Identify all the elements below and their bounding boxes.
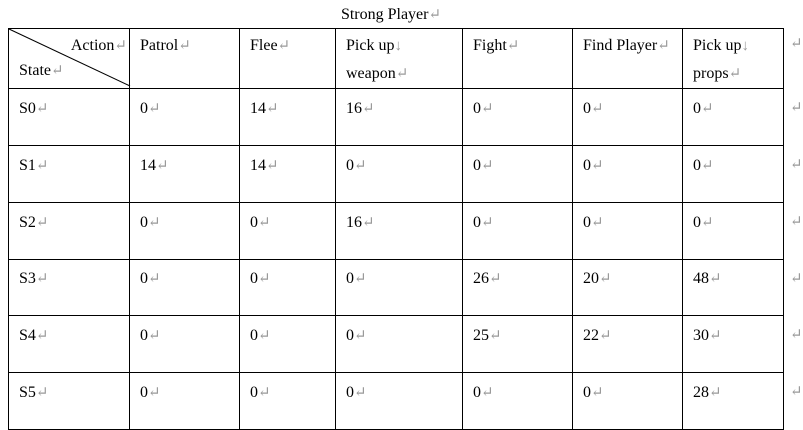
value-cell [463, 373, 573, 430]
cell-value: 0 [346, 157, 354, 174]
column-header [130, 29, 240, 89]
table-row [9, 146, 784, 203]
table-row [9, 316, 784, 373]
cell-value: 0 [583, 100, 591, 117]
paragraph-mark: ↵ [35, 215, 49, 231]
cell-value: 30 [693, 327, 709, 344]
state-label: S2 [19, 214, 36, 231]
paragraph-mark: ↵ [428, 7, 442, 23]
paragraph-mark: ↵ [35, 271, 49, 287]
value-cell [683, 146, 784, 203]
column-header [573, 29, 683, 89]
strong-player-table [8, 28, 784, 430]
value-cell [683, 316, 784, 373]
paragraph-mark: ↵ [481, 158, 494, 174]
cell-value: 0 [583, 157, 591, 174]
cell-value: 14 [140, 157, 156, 174]
paragraph-mark: ↵ [354, 158, 367, 174]
row-end-mark: ↵ [790, 100, 803, 116]
row-end-mark: ↵ [790, 327, 803, 343]
cell-value: 0 [473, 157, 481, 174]
state-axis-label: State↵ [19, 62, 64, 79]
paragraph-mark: ↵ [489, 271, 502, 287]
paragraph-mark: ↵ [591, 215, 604, 231]
cell-value: 0 [250, 214, 258, 231]
value-cell [573, 146, 683, 203]
value-cell [130, 203, 240, 260]
paragraph-mark: ↵ [156, 158, 169, 174]
value-cell [573, 373, 683, 430]
row-end-mark: ↵ [790, 157, 803, 173]
state-label: S1 [19, 157, 36, 174]
row-end-mark: ↵ [790, 384, 803, 400]
cell-value: 16 [346, 214, 362, 231]
paragraph-mark: ↵ [709, 385, 722, 401]
paragraph-mark: ↵ [481, 215, 494, 231]
cell-value: 25 [473, 327, 489, 344]
state-cell [9, 316, 130, 373]
cell-value: 0 [473, 384, 481, 401]
cell-value: 20 [583, 270, 599, 287]
row-end-mark: ↵ [790, 214, 803, 230]
column-header [683, 29, 784, 89]
cell-value: 0 [693, 214, 701, 231]
paragraph-mark: ↵ [591, 385, 604, 401]
paragraph-mark: ↵ [258, 215, 271, 231]
value-cell [573, 316, 683, 373]
value-cell [240, 89, 336, 146]
value-cell [336, 146, 463, 203]
state-cell [9, 146, 130, 203]
value-cell [463, 316, 573, 373]
cell-value: 16 [346, 100, 362, 117]
paragraph-mark: ↵ [657, 38, 670, 54]
column-header-label: Flee [250, 37, 278, 54]
paragraph-mark: ↵ [506, 38, 520, 54]
paragraph-mark: ↵ [709, 328, 722, 344]
state-label: S5 [19, 384, 36, 401]
state-label: S0 [19, 100, 36, 117]
cell-value: 0 [140, 100, 148, 117]
value-cell [240, 316, 336, 373]
cell-value: 26 [473, 270, 489, 287]
paragraph-mark: ↵ [599, 328, 612, 344]
state-cell [9, 260, 130, 316]
paragraph-mark: ↵ [277, 38, 291, 54]
state-cell [9, 203, 130, 260]
paragraph-mark: ↵ [258, 271, 271, 287]
line-break-mark: ↓ [394, 38, 402, 54]
paragraph-mark: ↵ [354, 328, 367, 344]
paragraph-mark: ↵ [701, 158, 714, 174]
cell-value: 0 [346, 327, 354, 344]
value-cell [573, 203, 683, 260]
value-cell [130, 373, 240, 430]
value-cell [683, 373, 784, 430]
value-cell [336, 89, 463, 146]
column-header-label: Fight [473, 37, 507, 54]
value-cell [130, 146, 240, 203]
row-end-mark: ↵ [790, 36, 803, 52]
state-label: S3 [19, 270, 36, 287]
state-cell [9, 89, 130, 146]
value-cell [240, 146, 336, 203]
line-break-mark: ↓ [741, 38, 749, 54]
cell-value: 0 [473, 214, 481, 231]
table-row [9, 203, 784, 260]
paragraph-mark: ↵ [35, 101, 49, 117]
column-header-label: Find Player [583, 37, 658, 54]
paragraph-mark: ↵ [591, 158, 604, 174]
column-header-label: weapon [346, 65, 396, 82]
cell-value: 0 [693, 157, 701, 174]
column-header [240, 29, 336, 89]
paragraph-mark: ↵ [701, 215, 714, 231]
cell-value: 0 [583, 384, 591, 401]
paragraph-mark: ↵ [354, 271, 367, 287]
cell-value: 0 [583, 214, 591, 231]
value-cell [336, 260, 463, 316]
paragraph-mark: ↵ [148, 215, 161, 231]
paragraph-mark: ↵ [35, 328, 49, 344]
paragraph-mark: ↵ [701, 101, 714, 117]
paragraph-mark: ↵ [114, 38, 127, 54]
paragraph-mark: ↵ [148, 271, 161, 287]
paragraph-mark: ↵ [35, 385, 49, 401]
cell-value: 0 [140, 327, 148, 344]
paragraph-mark: ↵ [258, 328, 271, 344]
paragraph-mark: ↵ [362, 101, 375, 117]
paragraph-mark: ↵ [51, 63, 64, 79]
paragraph-mark: ↵ [481, 101, 494, 117]
action-axis-label: Action↵ [70, 37, 127, 54]
value-cell [240, 373, 336, 430]
corner-header-cell [9, 29, 130, 89]
value-cell [130, 260, 240, 316]
paragraph-mark: ↵ [266, 158, 279, 174]
paragraph-mark: ↵ [395, 66, 409, 82]
value-cell [463, 146, 573, 203]
cell-value: 28 [693, 384, 709, 401]
cell-value: 22 [583, 327, 599, 344]
column-header-label: Pick up [693, 37, 742, 54]
paragraph-mark: ↵ [178, 38, 191, 54]
cell-value: 48 [693, 270, 709, 287]
value-cell [240, 203, 336, 260]
paragraph-mark: ↵ [489, 328, 502, 344]
value-cell [463, 89, 573, 146]
value-cell [336, 203, 463, 260]
paragraph-mark: ↵ [148, 101, 161, 117]
value-cell [683, 89, 784, 146]
cell-value: 0 [140, 214, 148, 231]
value-cell [573, 260, 683, 316]
cell-value: 0 [250, 384, 258, 401]
state-label: S4 [19, 327, 36, 344]
cell-value: 0 [140, 270, 148, 287]
column-header-label: props [693, 65, 729, 82]
cell-value: 14 [250, 157, 266, 174]
paragraph-mark: ↵ [266, 101, 279, 117]
value-cell [336, 373, 463, 430]
paragraph-mark: ↵ [709, 271, 722, 287]
table-row [9, 89, 784, 146]
cell-value: 0 [250, 270, 258, 287]
paragraph-mark: ↵ [591, 101, 604, 117]
cell-value: 0 [346, 384, 354, 401]
paragraph-mark: ↵ [148, 328, 161, 344]
value-cell [683, 203, 784, 260]
row-end-mark: ↵ [790, 271, 803, 287]
column-header [463, 29, 573, 89]
table-row [9, 373, 784, 430]
value-cell [240, 260, 336, 316]
cell-value: 0 [473, 100, 481, 117]
paragraph-mark: ↵ [354, 385, 367, 401]
header-row [9, 29, 784, 89]
paragraph-mark: ↵ [362, 215, 375, 231]
table-row [9, 260, 784, 316]
paragraph-mark: ↵ [148, 385, 161, 401]
value-cell [573, 89, 683, 146]
cell-value: 0 [140, 384, 148, 401]
value-cell [683, 260, 784, 316]
paragraph-mark: ↵ [599, 271, 612, 287]
cell-value: 0 [250, 327, 258, 344]
value-cell [336, 316, 463, 373]
table-title: Strong Player↵ [340, 6, 442, 23]
column-header-label: Patrol [140, 37, 179, 54]
value-cell [463, 203, 573, 260]
column-header-label: Pick up [346, 37, 395, 54]
paragraph-mark: ↵ [258, 385, 271, 401]
paragraph-mark: ↵ [728, 66, 742, 82]
cell-value: 0 [346, 270, 354, 287]
paragraph-mark: ↵ [481, 385, 494, 401]
cell-value: 0 [693, 100, 701, 117]
state-cell [9, 373, 130, 430]
value-cell [130, 89, 240, 146]
paragraph-mark: ↵ [35, 158, 49, 174]
value-cell [463, 260, 573, 316]
column-header [336, 29, 463, 89]
cell-value: 14 [250, 100, 266, 117]
value-cell [130, 316, 240, 373]
